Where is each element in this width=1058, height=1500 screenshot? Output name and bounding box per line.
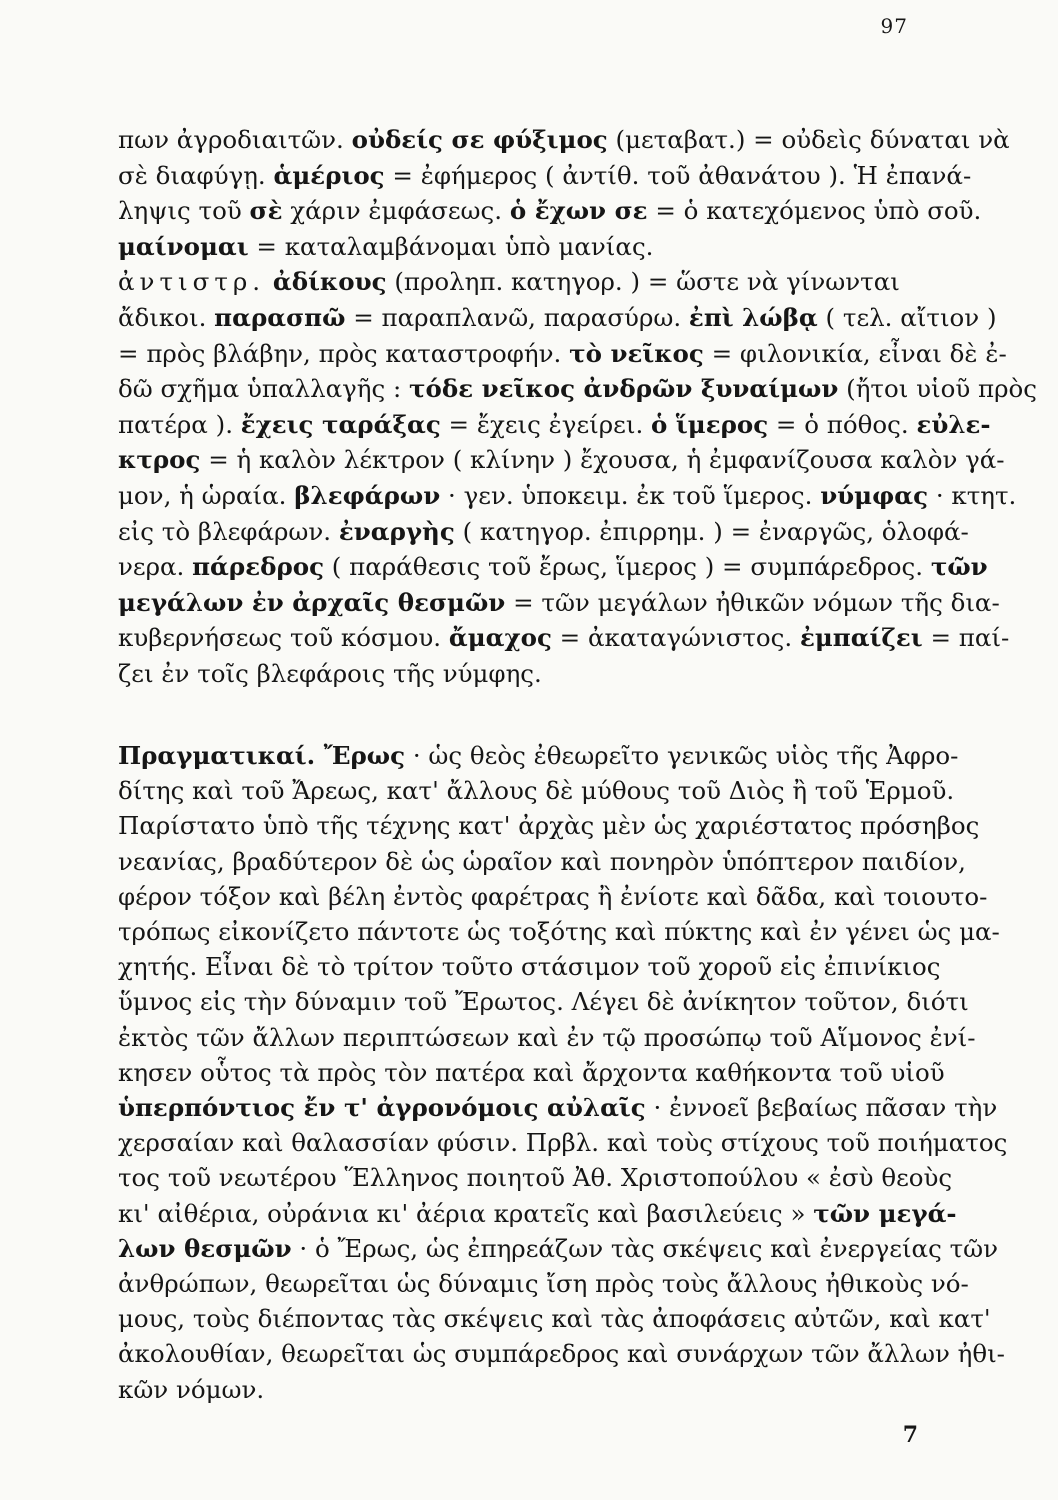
text-run: μους, τοὺς διέποντας τὰς σκέψεις καὶ τὰς ἀποφάσεις αὐτῶν, καὶ κατ' <box>118 1304 991 1334</box>
text-line <box>118 158 972 194</box>
text-run: ἄδικοι. <box>118 302 215 332</box>
text-run: χερσαίαν καὶ θαλασσίαν φύσιν. Πρβλ. καὶ τοὺς στίχους τοῦ ποιήματος <box>118 1128 1008 1158</box>
lemma-term: σὲ <box>249 196 283 226</box>
text-line <box>118 1055 945 1090</box>
text-line <box>118 371 1037 407</box>
text-line <box>118 620 1010 656</box>
lemma-term: ἄμαχος <box>448 623 552 653</box>
text-run: μον, ἡ ὡραία. <box>118 480 295 510</box>
text-run: · ἐννοεῖ βεβαίως πᾶσαν τὴν <box>645 1093 998 1123</box>
text-line <box>118 478 1017 514</box>
text-run: κυβερνήσεως τοῦ κόσμου. <box>118 623 449 653</box>
text-run: πων ἀγροδιαιτῶν. <box>118 125 352 154</box>
text-line <box>118 549 988 585</box>
text-line <box>118 442 1005 478</box>
lemma-term: τῶν <box>930 552 988 582</box>
text-run: = ὁ πόθος. <box>768 409 917 439</box>
text-line <box>118 407 991 443</box>
text-line <box>118 1090 998 1125</box>
text-line <box>118 1372 930 1407</box>
text-run: σὲ διαφύγῃ. <box>118 160 274 190</box>
text-run: (μεταβατ.) = οὐδεὶς δύναται νὰ <box>607 125 1010 154</box>
lemma-term: ὁ ἔχων σε <box>509 196 648 226</box>
text-run: εἰς τὸ βλεφάρων. <box>118 516 339 546</box>
page-number: 97 <box>880 14 908 38</box>
text-run: κησεν οὗτος τὰ πρὸς τὸν πατέρα καὶ ἄρχοντα καθήκοντα τοῦ υἱοῦ <box>118 1057 945 1087</box>
text-line <box>118 1266 969 1301</box>
text-run: δῶ σχῆμα ὑπαλλαγῆς : <box>118 374 410 404</box>
lemma-term: βλεφάρων <box>294 480 441 510</box>
lemma-term: εὐλε- <box>916 409 991 439</box>
text-line <box>118 773 955 808</box>
text-run: ληψις τοῦ <box>118 196 250 226</box>
text-line <box>118 514 969 550</box>
text-run: φέρον τόξον καὶ βέλη ἐντὸς φαρέτρας ἢ ἐνίοτε καὶ δᾶδα, καὶ τοιουτο- <box>118 881 988 911</box>
text-run: δίτης καὶ τοῦ Ἄρεως, κατ' ἄλλους δὲ μύθους τοῦ Διὸς ἢ τοῦ Ἑρμοῦ. <box>118 776 955 806</box>
text-run: · ὁ Ἔρως, ὡς ἐπηρεάζων τὰς σκέψεις καὶ ἐνεργείας τῶν <box>291 1233 999 1263</box>
text-line <box>118 738 959 773</box>
lemma-term: πάρεδρος <box>192 552 324 582</box>
lemma-term: ἐμπαίζει <box>799 623 923 653</box>
text-line <box>118 844 966 879</box>
text-line <box>118 300 997 336</box>
lemma-term: ἐπὶ λώβᾳ <box>688 302 818 332</box>
lemma-term: τὸ νεῖκος <box>569 338 704 368</box>
lemma-term: ἔχεις ταράξας <box>240 409 441 439</box>
text-line <box>118 1336 1005 1371</box>
text-line <box>118 585 1000 621</box>
signature-number: 7 <box>902 1422 918 1448</box>
text-run: = ἡ καλὸν λέκτρον ( κλίνην ) ἔχουσα, ἡ ἐμφανίζουσα καλὸν γά- <box>200 445 1005 475</box>
lemma-term: νύμφας <box>820 480 929 510</box>
section-heading: ἀντιστρ. <box>118 267 266 297</box>
text-line <box>118 1160 953 1195</box>
text-run: = καταλαμβάνομαι ὑπὸ μανίας. <box>248 231 654 261</box>
text-line <box>118 1301 991 1336</box>
text-run: ζει ἐν τοῖς βλεφάροις τῆς νύμφης. <box>118 658 542 688</box>
text-run: ἀκολουθίαν, θεωρεῖται ὡς συμπάρεδρος καὶ συνάρχων τῶν ἄλλων ἠθι- <box>118 1339 1005 1369</box>
text-run <box>265 267 273 296</box>
lemma-term: Πραγματικαί. Ἔρως <box>118 741 406 770</box>
text-run: τος τοῦ νεωτέρου Ἕλληνος ποιητοῦ Ἀθ. Χριστοπούλου « ἐσὺ θεοὺς <box>118 1163 953 1193</box>
text-run: νερα. <box>118 552 193 582</box>
text-line <box>118 656 930 692</box>
text-line <box>118 193 982 229</box>
lemma-term: ὁ ἵμερος <box>651 409 769 439</box>
text-run: χητής. Εἶναι δὲ τὸ τρίτον τοῦτο στάσιμον τοῦ χοροῦ εἰς ἐπινίκιος <box>118 952 941 982</box>
lemma-term: τόδε νεῖκος ἀνδρῶν ξυναίμων <box>409 374 839 404</box>
text-line <box>118 949 941 984</box>
lemma-term: μαίνομαι <box>118 231 249 261</box>
text-run: πατέρα ). <box>118 409 241 439</box>
discussion-section <box>118 738 1008 1407</box>
text-run: = παραπλανῶ, παρασύρω. <box>345 302 689 332</box>
lemma-term: κτρος <box>118 445 201 475</box>
text-line <box>118 122 1010 158</box>
text-run: τρόπως εἰκονίζετο πάντοτε ὡς τοξότης καὶ πύκτης καὶ ἐν γένει ὡς μα- <box>118 917 1000 947</box>
text-line <box>118 914 1000 949</box>
text-line <box>118 1125 1008 1160</box>
text-run: = ἔχεις ἐγείρει. <box>440 409 652 439</box>
text-run: χάριν ἐμφάσεως. <box>282 196 510 226</box>
text-run: = φιλονικία, εἶναι δὲ ἐ- <box>703 338 1007 368</box>
text-run: ( τελ. αἴτιον ) <box>817 302 997 332</box>
text-run: = πρὸς βλάβην, πρὸς καταστροφήν. <box>118 338 570 368</box>
lemma-term: μεγάλων ἐν ἀρχαῖς θεσμῶν <box>118 587 506 617</box>
lemma-term: ἀδίκους <box>272 267 387 297</box>
text-line <box>118 229 930 265</box>
text-run: ἀνθρώπων, θεωρεῖται ὡς δύναμις ἴση πρὸς τοὺς ἄλλους ἠθικοὺς νό- <box>118 1269 969 1299</box>
text-run: = ὁ κατεχόμενος ὑπὸ σοῦ. <box>647 196 982 226</box>
text-run: · γεν. ὑποκειμ. ἐκ τοῦ ἵμερος. <box>440 480 821 510</box>
text-run: = ἀκαταγώνιστος. <box>551 623 800 653</box>
text-run: νεανίας, βραδύτερον δὲ ὡς ὡραῖον καὶ πονηρὸν ὑπόπτερον παιδίον, <box>118 846 966 876</box>
text-run: ὕμνος εἰς τὴν δύναμιν τοῦ Ἔρωτος. Λέγει δὲ ἀνίκητον τοῦτον, διότι <box>118 987 969 1017</box>
lemma-term: παρασπῶ <box>214 302 346 332</box>
lemma-term: ὑπερπόντιος ἔν τ' ἀγρονόμοις αὐλαῖς <box>118 1093 646 1123</box>
text-line <box>118 264 930 300</box>
text-line <box>118 808 980 843</box>
text-line <box>118 1231 999 1266</box>
text-run: ( παράθεσις τοῦ ἔρως, ἵμερος ) = συμπάρεδρος. <box>324 552 931 582</box>
text-run: = τῶν μεγάλων ἠθικῶν νόμων τῆς δια- <box>505 587 1000 617</box>
text-run: ( κατηγορ. ἐπιρρημ. ) = ἐναργῶς, ὁλοφά- <box>454 516 969 546</box>
text-run: Παρίστατο ὑπὸ τῆς τέχνης κατ' ἀρχὰς μὲν ὡς χαριέστατος πρόσηβος <box>118 811 980 841</box>
text-run: = ἐφήμερος ( ἀντίθ. τοῦ ἀθανάτου ). Ἡ ἐπανά- <box>384 160 972 190</box>
text-run: = παί- <box>922 623 1010 653</box>
lemma-term: ἐναργὴς <box>338 516 455 546</box>
text-line <box>118 336 1007 372</box>
lemma-term: οὐδείς σε φύξιμος <box>351 125 608 154</box>
text-run: (προληπ. κατηγορ. ) = ὥστε νὰ γίνωνται <box>386 267 900 297</box>
commentary-notes <box>118 122 1037 692</box>
text-run: · κτητ. <box>928 480 1017 510</box>
lemma-term: λων θεσμῶν <box>118 1233 292 1263</box>
lemma-term: ἁμέριος <box>273 160 385 190</box>
text-run: κι' αἰθέρια, οὐράνια κι' ἀέρια κρατεῖς καὶ βασιλεύεις » <box>118 1198 814 1228</box>
text-run: κῶν νόμων. <box>118 1374 265 1404</box>
text-line <box>118 879 988 914</box>
text-line <box>118 1196 957 1231</box>
lemma-term: τῶν μεγά- <box>813 1198 957 1228</box>
text-run: · ὡς θεὸς ἐθεωρεῖτο γενικῶς υἱὸς τῆς Ἀφρο- <box>405 741 959 770</box>
text-line <box>118 1020 976 1055</box>
text-run: (ἤτοι υἱοῦ πρὸς <box>838 374 1037 404</box>
text-line <box>118 984 969 1019</box>
text-run: ἐκτὸς τῶν ἄλλων περιπτώσεων καὶ ἐν τῷ προσώπῳ τοῦ Αἵμονος ἐνί- <box>118 1022 976 1052</box>
